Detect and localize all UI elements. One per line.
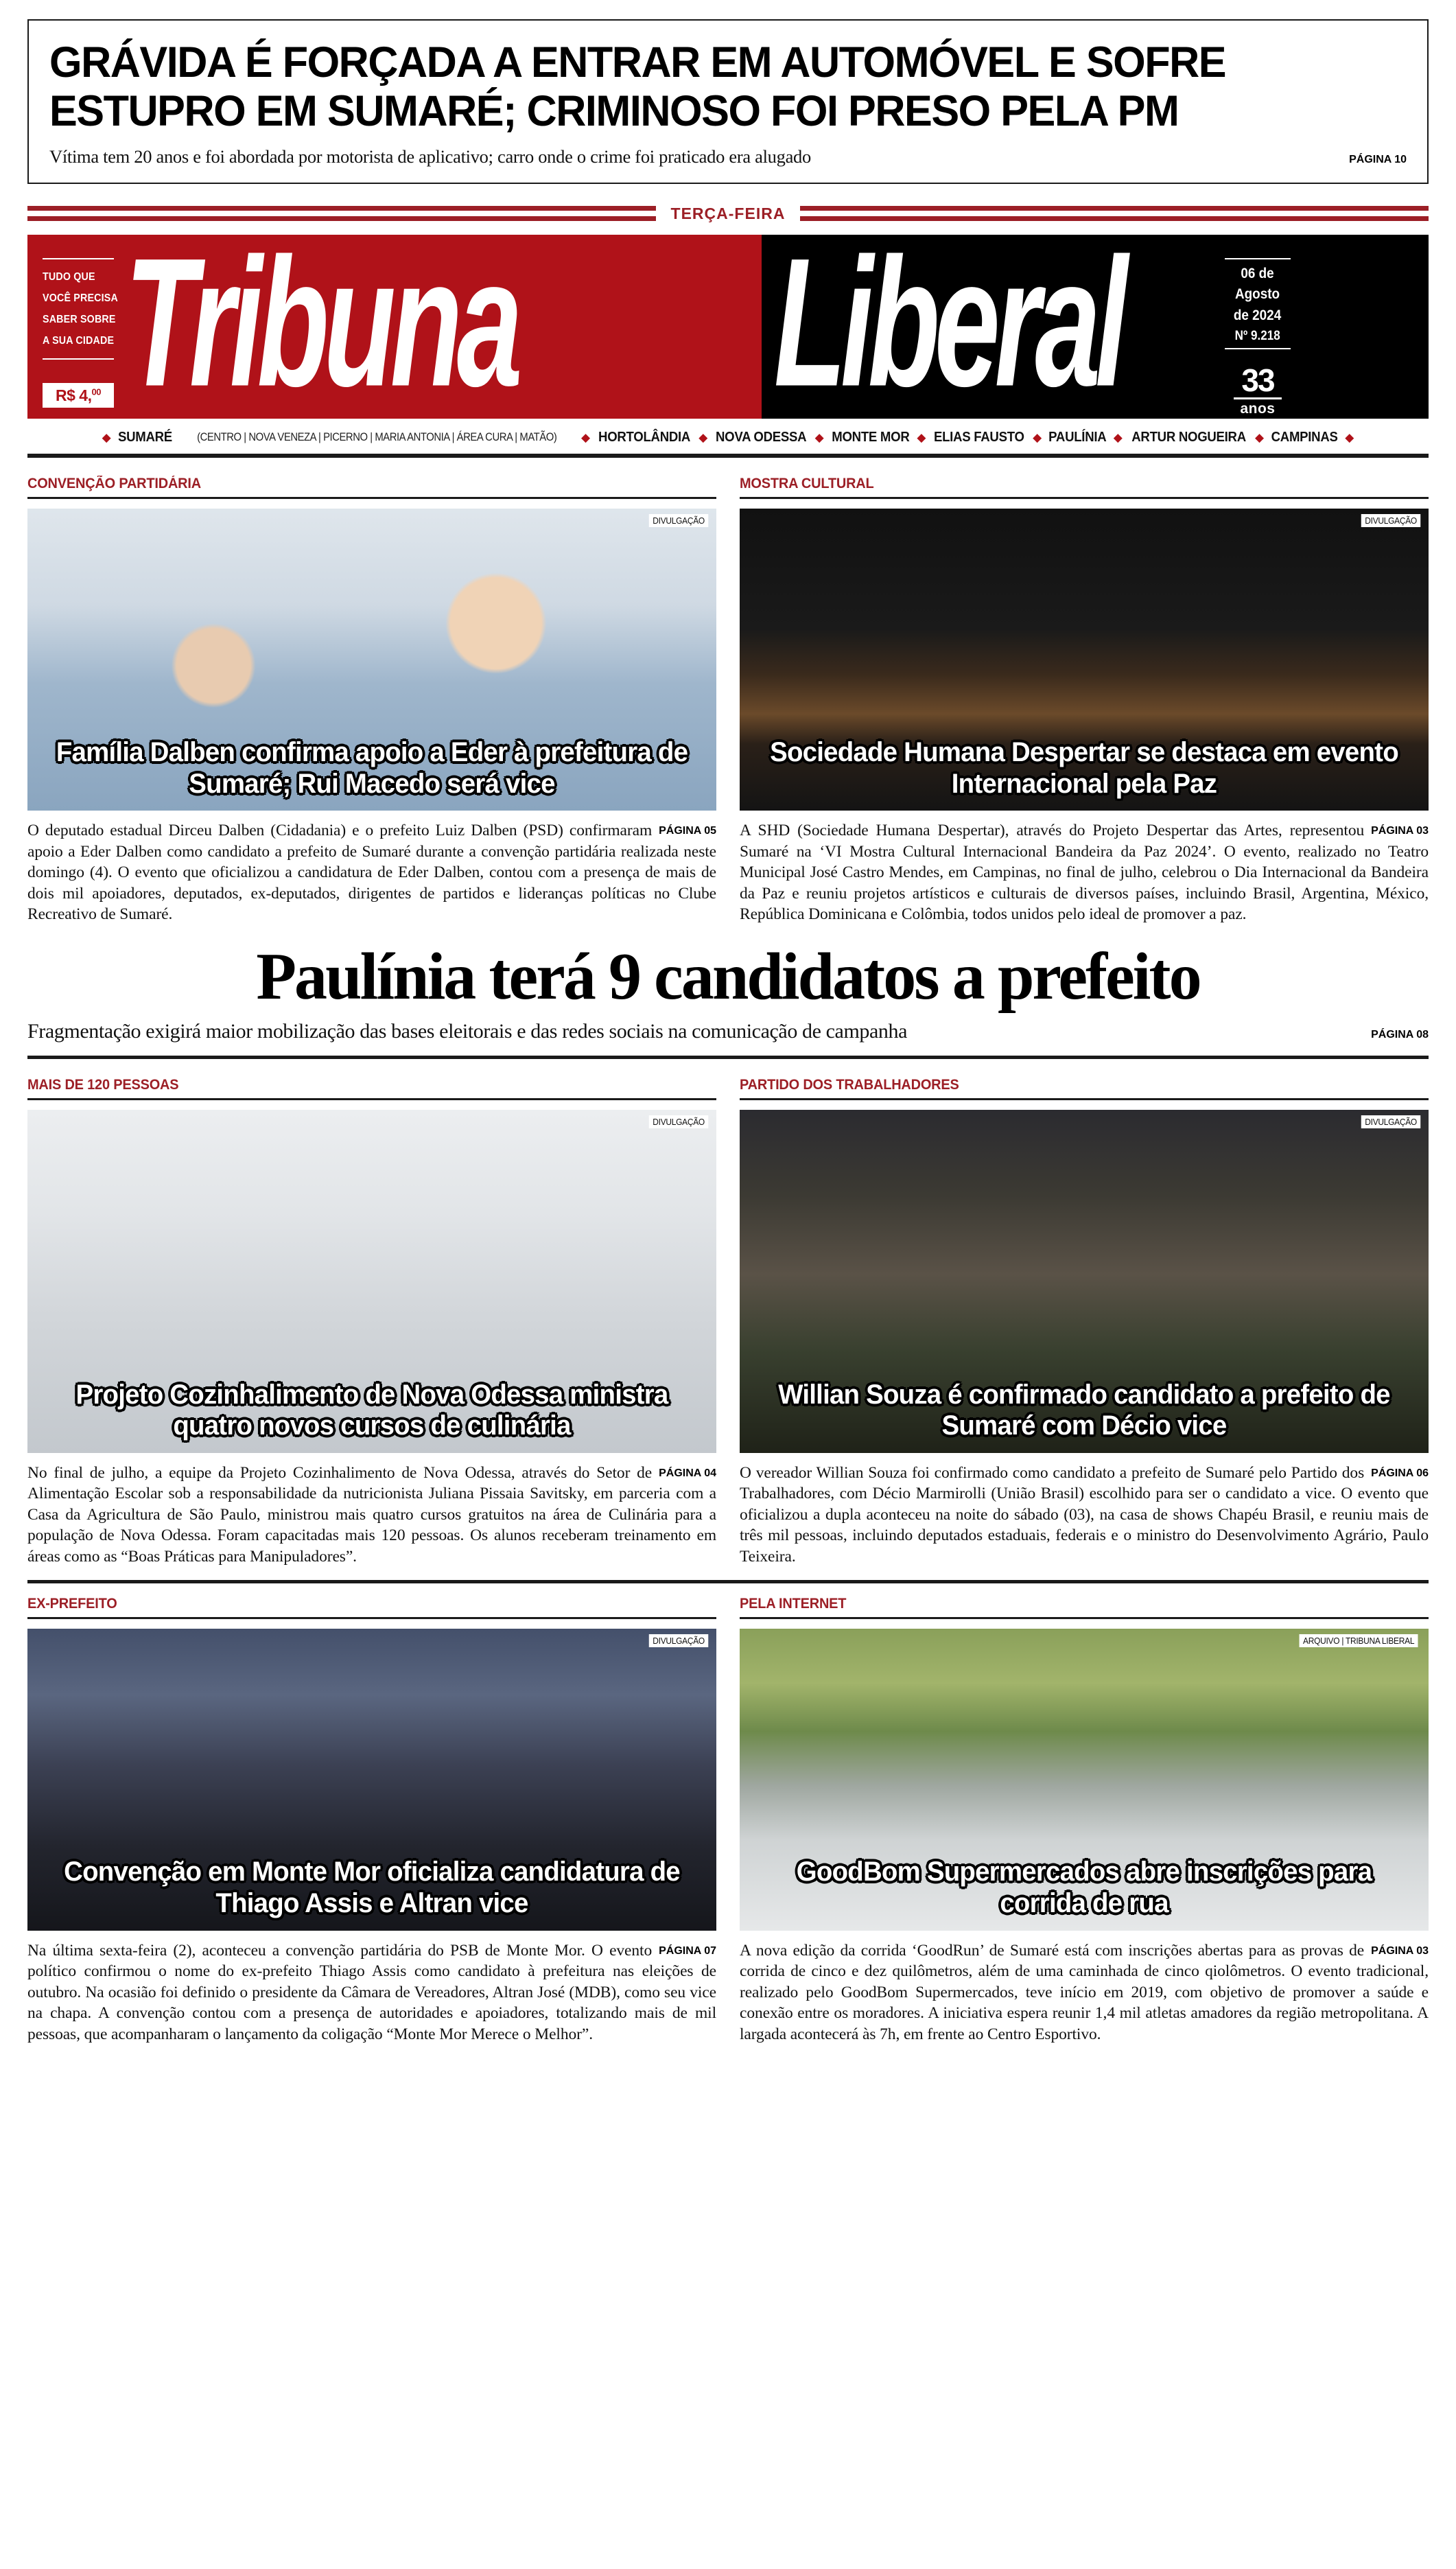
weekday-bar — [27, 198, 1429, 229]
story-goodbom-photo[interactable] — [740, 1629, 1429, 1931]
story-willian-text: O vereador Willian Souza foi confirmado como candidato a prefeito de Sumaré pelo Partido dos Trabalhadores, com Décio Marmirolli (União Brasil) escolhido para ser o candidato a vice. O evento que oficializou a dupla aconteceu na noite do sábado (03), na casa de shows Chapéu Brasil, e reuniu mais de três mil pessoas, incluindo deputados estaduais, federais e o ministro do Desenvolvimento Agrário, Paulo Teixeira. — [740, 1463, 1429, 1566]
masthead-title-word-2: Liberal — [774, 235, 1123, 419]
feature-paulinia — [27, 939, 1429, 1043]
story-shd-body — [740, 820, 1429, 925]
story-dalben-kicker: CONVENÇÃO PARTIDÁRIA — [27, 476, 201, 492]
city-hortolandia[interactable]: HORTOLÂNDIA — [598, 430, 691, 445]
tagline-line-2: VOCÊ PRECISA — [43, 292, 118, 305]
diamond-icon: ◆ — [1113, 430, 1123, 444]
diamond-icon: ◆ — [917, 430, 926, 444]
cover-price — [43, 383, 114, 408]
tagline-line-1: TUDO QUE — [43, 271, 95, 283]
edition-date — [1234, 264, 1281, 326]
top-headline-line-2: ESTUPRO EM SUMARÉ; CRIMINOSO FOI PRESO PELA PM — [49, 86, 1179, 135]
story-cozinha-kicker: MAIS DE 120 PESSOAS — [27, 1076, 179, 1093]
city-monte-mor[interactable]: MONTE MOR — [831, 430, 910, 445]
masthead-red-panel — [27, 235, 762, 419]
story-willian-page-ref[interactable]: PÁGINA 06 — [1371, 1467, 1429, 1479]
edition-number: Nº 9.218 — [1234, 329, 1281, 344]
story-cozinha-page-ref[interactable]: PÁGINA 04 — [659, 1467, 716, 1479]
stories-row-2 — [27, 1077, 1429, 1568]
story-willian-photo-credit: DIVULGAÇÃO — [1361, 1115, 1421, 1128]
story-dalben-text: O deputado estadual Dirceu Dalben (Cidadania) e o prefeito Luiz Dalben (PSD) confirmaram apoio a Eder Dalben como candidato a prefeito de Sumaré durante a convenção partidária realizada neste domingo (4). O evento que oficializou a candidatura de Eder Dalben, contou com a presença de mais de dois mil apoiadores, deputados, ex-deputados, dirigentes de partidos e lideranças políticas no Clube Recreativo de Sumaré. — [27, 822, 716, 924]
row2-bottom-rule — [27, 1580, 1429, 1583]
feature-paulinia-subhead: Fragmentação exigirá maior mobilização das bases eleitorais e das redes sociais na comunicação de campanha — [27, 1019, 908, 1043]
story-dalben-headline[interactable]: Família Dalben confirma apoio a Eder à prefeitura de Sumaré; Rui Macedo será vice — [56, 736, 688, 799]
story-willian-kicker-rule — [740, 1098, 1429, 1100]
story-willian-kicker: PARTIDO DOS TRABALHADORES — [740, 1076, 959, 1093]
feature-paulinia-headline[interactable]: Paulínia terá 9 candidatos a prefeito — [256, 939, 1200, 1014]
story-goodbom-text: A nova edição da corrida ‘GoodRun’ de Sumaré está com inscrições abertas para as provas de corrida de cinco e dez quilômetros, além de uma caminhada de cinco qiolômetros. O evento tradicional, realizado pelo GoodBom Supermercados, teve início em 2019, com objetivo de promover a saúde e conexão entre os moradores. A iniciativa espera reunir 1,4 mil atletas amadores da região metropolitana. A largada acontecerá às 7h, em frente ao Centro Esportivo. — [740, 1941, 1429, 2043]
story-shd — [740, 476, 1429, 925]
story-willian-body — [740, 1463, 1429, 1568]
story-shd-photo[interactable] — [740, 509, 1429, 811]
story-goodbom-photo-credit: ARQUIVO | TRIBUNA LIBERAL — [1299, 1634, 1418, 1647]
diamond-icon: ◆ — [1033, 430, 1042, 444]
story-montemor-page-ref[interactable]: PÁGINA 07 — [659, 1944, 716, 1957]
city-elias-fausto[interactable]: ELIAS FAUSTO — [934, 430, 1025, 445]
top-lead-box — [27, 19, 1429, 184]
story-willian — [740, 1077, 1429, 1568]
stories-row-1 — [27, 476, 1429, 925]
story-goodbom-headline[interactable]: GoodBom Supermercados abre inscrições para corrida de rua — [796, 1857, 1372, 1918]
story-goodbom-body — [740, 1940, 1429, 2045]
story-cozinha-kicker-rule — [27, 1098, 716, 1100]
story-goodbom-kicker-rule — [740, 1617, 1429, 1619]
edition-date-line-1: 06 de — [1241, 265, 1275, 281]
tagline-line-3: SABER SOBRE — [43, 314, 116, 326]
city-campinas[interactable]: CAMPINAS — [1271, 430, 1338, 445]
story-montemor-kicker-rule — [27, 1617, 716, 1619]
story-montemor — [27, 1596, 716, 2045]
story-goodbom — [740, 1596, 1429, 2045]
diamond-icon: ◆ — [581, 430, 591, 444]
story-dalben-body — [27, 820, 716, 925]
story-montemor-photo[interactable] — [27, 1629, 716, 1931]
edition-rule-bottom — [1225, 348, 1291, 349]
story-goodbom-kicker: PELA INTERNET — [740, 1595, 847, 1612]
diamond-icon: ◆ — [814, 430, 824, 444]
masthead-black-panel — [762, 235, 1429, 419]
cover-price-cents: 00 — [91, 386, 101, 397]
tagline-line-4: A SUA CIDADE — [43, 335, 115, 347]
story-dalben-photo[interactable] — [27, 509, 716, 811]
story-shd-photo-credit: DIVULGAÇÃO — [1361, 514, 1421, 527]
diamond-icon: ◆ — [698, 430, 708, 444]
stories-row-3 — [27, 1596, 1429, 2045]
diamond-icon: ◆ — [1254, 430, 1265, 444]
header-bottom-rule — [27, 454, 1429, 458]
story-montemor-photo-credit: DIVULGAÇÃO — [649, 1634, 709, 1647]
city-sumare-districts: (CENTRO | NOVA VENEZA | PICERNO | MARIA ANTONIA | ÁREA CURA | MATÃO) — [196, 431, 556, 444]
edition-date-line-3: de 2024 — [1234, 307, 1282, 323]
weekday-label: TERÇA-FEIRA — [656, 205, 801, 223]
newspaper-front-page — [0, 19, 1456, 2569]
story-cozinha-headline[interactable]: Projeto Cozinhalimento de Nova Odessa ministra quatro novos cursos de culinária — [75, 1379, 668, 1441]
story-montemor-text: Na última sexta-feira (2), aconteceu a convenção partidária do PSB de Monte Mor. O evento político confirmou o nome do ex-prefeito Thiago Assis como candidato à prefeitura nas eleições de outubro. Na ocasião foi definido o presidente da Câmara de Vereadores, Altran José (MDB), como seu vice na chapa. A convenção contou com a presença de autoridades e apoiadores, totalizando mais de mil pessoas, que acompanharam o lançamento da coligação “Monte Mor Merece o Melhor”. — [27, 1941, 716, 2043]
story-dalben — [27, 476, 716, 925]
city-nova-odessa[interactable]: NOVA ODESSA — [716, 430, 807, 445]
city-artur-nogueira[interactable]: ARTUR NOGUEIRA — [1131, 430, 1246, 445]
diamond-icon: ◆ — [102, 430, 111, 444]
edition-date-line-2: Agosto — [1235, 286, 1280, 303]
masthead-tagline — [27, 235, 130, 419]
story-dalben-photo-credit: DIVULGAÇÃO — [649, 514, 709, 527]
story-cozinha-text: No final de julho, a equipe da Projeto Cozinhalimento de Nova Odessa, através do Setor de Alimentação Escolar sob a responsabilidade da nutricionista Juliana Pissaia Savitsky, em parceria com a Casa da Agricultura de São Paulo, ministrou mais quatro cursos gratuitos na área de Culinária para a população de Nova Odessa. Foram capacitadas mais 120 pessoas. Os alunos receberam treinamento em áreas como as “Boas Práticas para Manipuladores”. — [27, 1463, 716, 1566]
anniversary-label: anos — [1240, 401, 1276, 417]
tagline-rule-bottom — [43, 358, 114, 360]
story-willian-headline[interactable]: Willian Souza é confirmado candidato a prefeito de Sumaré com Décio vice — [778, 1379, 1390, 1441]
masthead-title-word-1: Tribuna — [125, 235, 517, 419]
masthead — [27, 235, 1429, 419]
top-headline-line-1: GRÁVIDA É FORÇADA A ENTRAR EM AUTOMÓVEL E SOFRE — [49, 38, 1226, 86]
feature-paulinia-subhead-row — [27, 1020, 1429, 1043]
top-subhead-row — [49, 146, 1407, 167]
feature-paulinia-page-ref[interactable]: PÁGINA 08 — [1371, 1028, 1429, 1041]
diamond-icon: ◆ — [1345, 430, 1354, 444]
story-cozinha — [27, 1077, 716, 1568]
story-willian-photo[interactable] — [740, 1110, 1429, 1453]
story-montemor-headline[interactable]: Convenção em Monte Mor oficializa candidatura de Thiago Assis e Altran vice — [64, 1857, 680, 1918]
story-dalben-kicker-rule — [27, 497, 716, 499]
story-cozinha-photo-credit: DIVULGAÇÃO — [649, 1115, 709, 1128]
story-shd-text: A SHD (Sociedade Humana Despertar), através do Projeto Despertar das Artes, representou Sumaré na ‘VI Mostra Cultural Internacional Bandeira da Paz 2024’. O evento, realizado no Teatro Municipal José Castro Mendes, em Campinas, no final de julho, celebrou o Dia Internacional da Bandeira da Paz e reuniu projetos artísticos e culturais de diversos países, incluindo Brasil, Argentina, México, República Dominicana e Colômbia, todos unidos pelo ideal de promover a paz. — [740, 822, 1429, 924]
story-shd-kicker: MOSTRA CULTURAL — [740, 476, 874, 492]
story-montemor-body — [27, 1940, 716, 2045]
tagline-text — [43, 259, 124, 358]
anniversary-number: 33 — [1241, 362, 1274, 399]
story-montemor-kicker: EX-PREFEITO — [27, 1595, 117, 1612]
feature-bottom-rule — [27, 1056, 1429, 1059]
story-shd-kicker-rule — [740, 497, 1429, 499]
story-dalben-page-ref[interactable]: PÁGINA 05 — [659, 825, 716, 837]
story-shd-headline[interactable]: Sociedade Humana Despertar se destaca em evento Internacional pela Paz — [770, 736, 1398, 799]
city-paulinia[interactable]: PAULÍNIA — [1048, 430, 1107, 445]
story-cozinha-photo[interactable] — [27, 1110, 716, 1453]
city-sumare[interactable]: SUMARÉ — [117, 430, 172, 445]
top-subhead: Vítima tem 20 anos e foi abordada por motorista de aplicativo; carro onde o crime foi praticado era alugado — [49, 146, 811, 167]
coverage-cities-strip — [27, 430, 1429, 445]
edition-rule-top — [1225, 258, 1291, 259]
cover-price-value: R$ 4, — [56, 386, 92, 405]
top-page-ref[interactable]: PÁGINA 10 — [1349, 154, 1407, 166]
anniversary-rule — [1234, 397, 1282, 399]
masthead-edition-info — [1210, 236, 1313, 417]
story-shd-page-ref[interactable]: PÁGINA 03 — [1371, 825, 1429, 837]
story-goodbom-page-ref[interactable]: PÁGINA 03 — [1371, 1944, 1429, 1957]
story-cozinha-body — [27, 1463, 716, 1568]
